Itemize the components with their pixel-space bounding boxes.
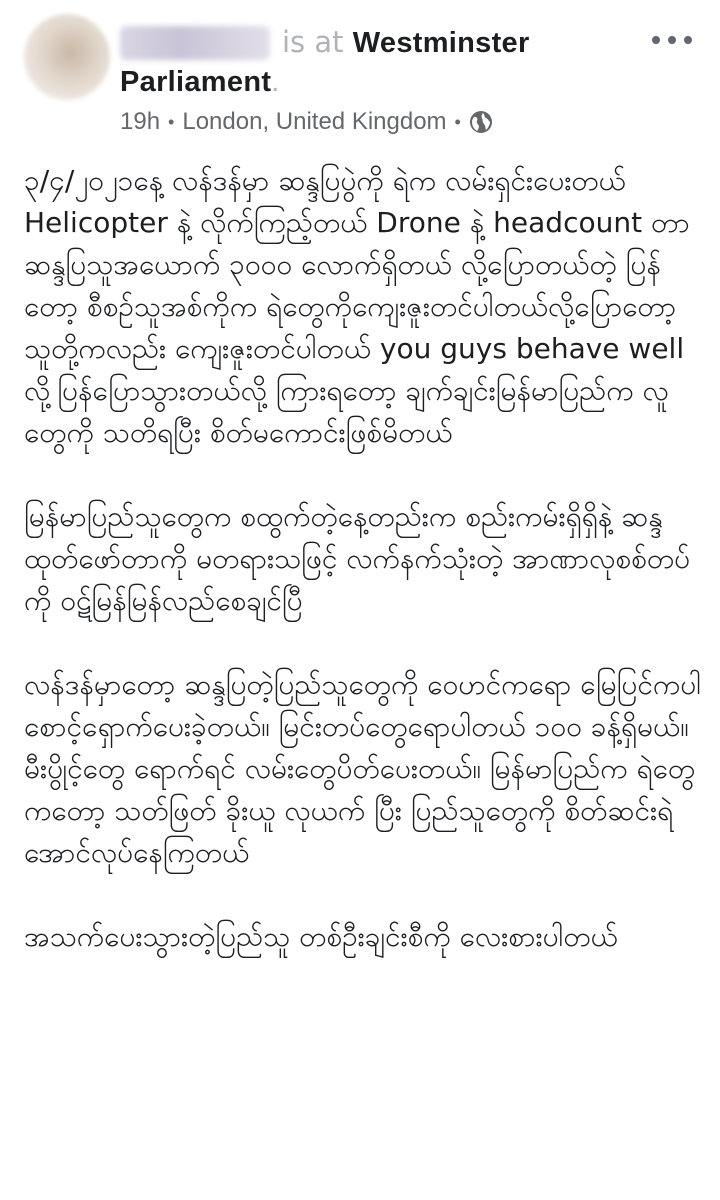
post-paragraph: ၃/၄/၂၀၂၁နေ့ လန်ဒန်မှာ ဆန္ဒပြပွဲကို ရဲက လမ်းရှင်းပေးတယ် Helicopter နဲ့ လိုက်ကြည့်တယ် Drone နဲ့ headcount တာ ဆန္ဒပြသူအယောက် ၃၀၀၀ လောက်ရှိတယ် လို့ပြောတယ်တဲ့ ပြန်တော့ စီစဉ်သူအစ်ကိုက ရဲတွေကိုကျေးဇူးတင်ပါတယ်လို့ပြောတော့ သူတို့ကလည်း ကျေးဇူးတင်ပါတယ် you guys behave well လို့ပြန်ပြောသွားတယ်လို့ ကြားရတော့ ချက်ချင်းမြန်မာပြည်က လူတွေကို သတိရပြီး စိတ်မကောင်းဖြစ်မိတယ်: [24, 164, 690, 449]
checkin-line: [282, 22, 622, 63]
more-options-icon[interactable]: [652, 28, 692, 52]
globe-icon: [469, 110, 493, 134]
more-dot: [684, 36, 692, 44]
post-paragraph: အသက်ပေးသွားတဲ့ပြည်သူ တစ်ဦးချင်းစီကို လေးစားပါတယ်: [24, 920, 618, 953]
place-dot: .: [271, 66, 280, 98]
meta-separator: •: [454, 112, 461, 132]
place-name-part1[interactable]: Westminster: [352, 27, 530, 59]
place-name-line2: [120, 62, 280, 102]
author-name[interactable]: [120, 26, 270, 60]
post-paragraph: မြန်မာပြည်သူတွေက စထွက်တဲ့နေ့တည်းက စည်းကမ်းရှိရှိနဲ့ ဆန္ဒထုတ်ဖော်တာကို မတရားသဖြင့် လက်နက်သုံးတဲ့ အာဏာလုစစ်တပ်ကို ဝဋ်မြန်မြန်လည်စေချင်ပြီ: [24, 500, 691, 617]
post-body: [24, 160, 704, 1000]
post-paragraph: လန်ဒန်မှာတော့ ဆန္ဒပြတဲ့ပြည်သူတွေကို ဝေဟင်ကရော မြေပြင်ကပါ စောင့်ရှောက်ပေးခဲ့တယ်။ မြင်းတပ်တွေရောပါတယ် ၁၀၀ ခန့်ရှိမယ်။ မီးပွိုင့်တွေ ရောက်ရင် လမ်းတွေပိတ်ပေးတယ်။ မြန်မာပြည်က ရဲတွေကတော့ သတ်ဖြတ် ခိုးယူ လုယက် ပြီး ပြည်သူတွေကို စိတ်ဆင်းရဲအောင်လုပ်နေကြတယ်: [24, 668, 702, 869]
place-name-part2[interactable]: Parliament: [120, 66, 272, 98]
is-at-text: is at: [282, 25, 344, 59]
post-header: [0, 0, 720, 150]
post-time[interactable]: 19h: [120, 108, 161, 135]
post-location[interactable]: London, United Kingdom: [182, 108, 447, 135]
post-meta: [120, 106, 493, 138]
more-dot: [652, 36, 660, 44]
more-dot: [668, 36, 676, 44]
meta-separator: •: [168, 112, 175, 132]
avatar[interactable]: [24, 14, 110, 100]
